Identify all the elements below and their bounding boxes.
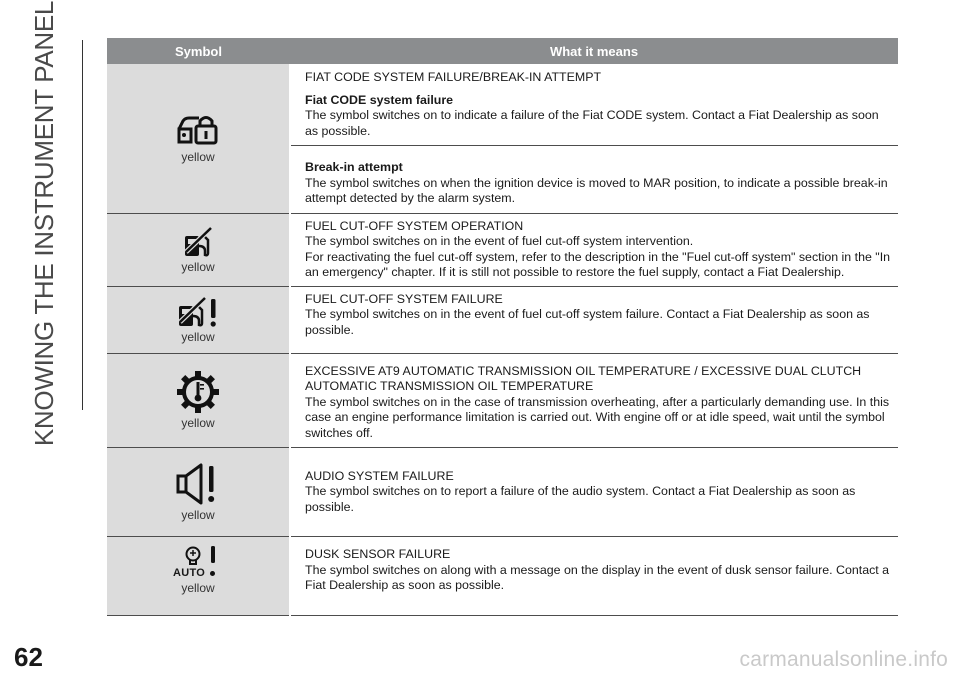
- fuel-cutoff-icon: [181, 226, 215, 258]
- meaning-block: [291, 537, 898, 600]
- symbol-cell: [107, 537, 290, 616]
- symbol-color-label: yellow: [181, 581, 215, 595]
- section-title-text: KNOWING THE INSTRUMENT PANEL: [29, 0, 60, 446]
- symbol-cell: [107, 353, 290, 448]
- symbol-column-header: Symbol: [107, 38, 290, 64]
- meaning-text: For reactivating the fuel cut-off system, refer to the description in the "Fuel cut-off system" section in the "In an emergency" chapter. If it is still not possible to restore the fuel supply, contact a Fiat Dealership.: [305, 249, 891, 279]
- meaning-block: [291, 463, 898, 522]
- symbol-cell: [107, 64, 290, 213]
- meaning-text: The symbol switches on in the case of transmission overheating, after a particularly demanding use. In this case an engine performance limitation is carried out. With engine off or at idle speed, wait until the symbol switches off.: [305, 394, 890, 440]
- meaning-block: [291, 214, 898, 286]
- symbol-cell: [107, 213, 290, 286]
- page-number: 62: [14, 642, 43, 672]
- warning-symbols-table: [107, 38, 898, 616]
- dusk-sensor-icon: [173, 545, 223, 581]
- meaning-title: AUDIO SYSTEM FAILURE: [305, 468, 454, 483]
- meaning-cell: [290, 213, 898, 286]
- audio-failure-icon: [175, 462, 221, 506]
- table-header-row: [107, 38, 898, 64]
- symbol-color-label: yellow: [181, 259, 215, 274]
- meaning-text: The symbol switches on to indicate a failure of the Fiat CODE system. Contact a Fiat Dealership as soon as possible.: [305, 108, 879, 138]
- table-row: [107, 537, 898, 616]
- meaning-text: The symbol switches on when the ignition device is moved to MAR position, to indicate a possible break-in attempt detected by the alarm system.: [305, 175, 888, 205]
- dusk-sensor-icon-text: AUTO: [173, 567, 206, 579]
- meaning-title: FIAT CODE SYSTEM FAILURE/BREAK-IN ATTEMPT: [305, 70, 602, 84]
- symbol-color-label: yellow: [181, 150, 215, 165]
- meaning-subheading: Break-in attempt: [305, 160, 403, 174]
- meaning-cell: [290, 353, 898, 448]
- symbol-color-label: yellow: [181, 508, 215, 522]
- meaning-cell: [290, 286, 898, 353]
- symbol-cell: [107, 286, 290, 353]
- table-row: [107, 64, 898, 213]
- meaning-cell: [290, 537, 898, 616]
- meaning-cell: [290, 448, 898, 537]
- symbol-color-label: yellow: [181, 329, 215, 344]
- exclamation-dot: [210, 571, 215, 576]
- symbol-color-label: yellow: [181, 416, 215, 431]
- table-row: [107, 213, 898, 286]
- meaning-text: The symbol switches on in the event of fuel cut-off system intervention.: [305, 234, 694, 248]
- meaning-title: EXCESSIVE AT9 AUTOMATIC TRANSMISSION OIL TEMPERATURE / EXCESSIVE DUAL CLUTCH AUTOMATIC TRANSMISSION OIL TEMPERATURE: [305, 363, 862, 393]
- meaning-text: The symbol switches on to report a failure of the audio system. Contact a Fiat Dealership as soon as possible.: [305, 484, 856, 514]
- meaning-title: FUEL CUT-OFF SYSTEM FAILURE: [305, 291, 503, 306]
- meaning-cell: [290, 64, 898, 213]
- meaning-text: The symbol switches on in the event of fuel cut-off system failure. Contact a Fiat Dealership as soon as possible.: [305, 307, 870, 337]
- table-row: [107, 353, 898, 448]
- watermark: carmanualsonline.info: [739, 648, 948, 671]
- meaning-column-header: What it means: [290, 38, 898, 64]
- section-divider: [82, 40, 83, 410]
- transmission-temperature-icon: [176, 370, 220, 414]
- meaning-subheading: Fiat CODE system failure: [305, 92, 454, 107]
- meaning-block: [291, 354, 898, 448]
- meaning-block: [291, 146, 898, 213]
- fuel-cutoff-failure-icon: [175, 296, 221, 328]
- meaning-block: [291, 64, 898, 146]
- meaning-block: [291, 287, 898, 344]
- section-title: [10, 0, 80, 446]
- meaning-title: FUEL CUT-OFF SYSTEM OPERATION: [305, 218, 524, 233]
- table-row: [107, 286, 898, 353]
- meaning-text: The symbol switches on along with a message on the display in the event of dusk sensor failure. Contact a Fiat Dealership as soon as possible.: [305, 562, 890, 592]
- meaning-title: DUSK SENSOR FAILURE: [305, 547, 451, 561]
- symbol-cell: [107, 448, 290, 537]
- car-lock-icon: [175, 112, 221, 148]
- table-row: [107, 448, 898, 537]
